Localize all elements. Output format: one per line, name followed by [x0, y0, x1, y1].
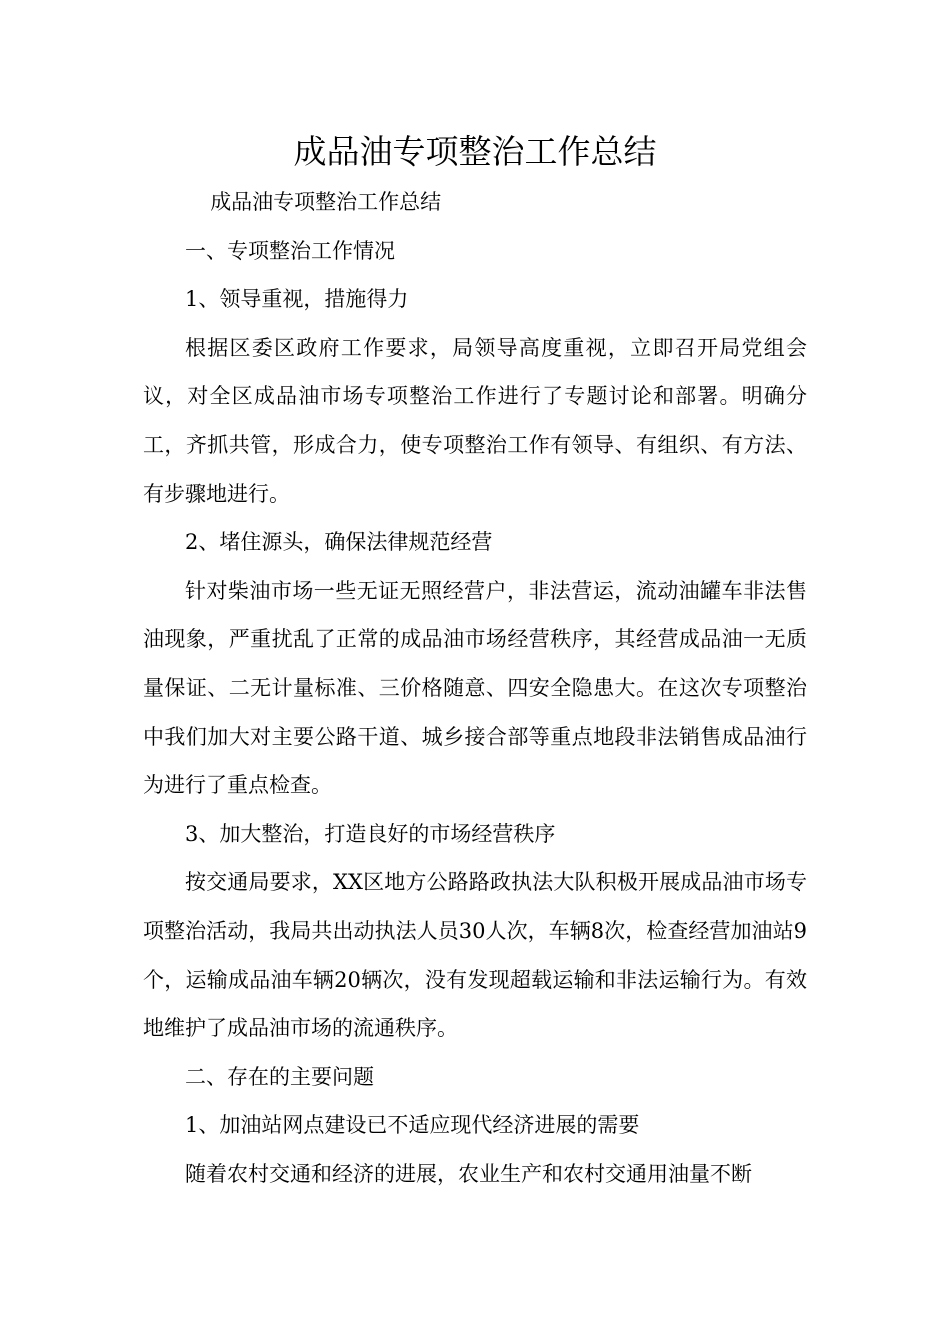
body-paragraph: 随着农村交通和经济的进展，农业生产和农村交通用油量不断 — [185, 1161, 752, 1186]
document-subtitle: 成品油专项整治工作总结 — [210, 190, 442, 214]
subsection-heading: 1、加油站网点建设已不适应现代经济进展的需要 — [185, 1113, 640, 1138]
section-heading: 一、专项整治工作情况 — [185, 238, 395, 263]
subsection-heading: 2、堵住源头，确保法律规范经营 — [185, 530, 493, 555]
section-heading: 二、存在的主要问题 — [185, 1064, 374, 1089]
subsection-heading: 3、加大整治，打造良好的市场经营秩序 — [185, 821, 556, 846]
body-paragraph: 针对柴油市场一些无证无照经营户，非法营运，流动油罐车非法售油现象，严重扰乱了正常的成品油市场经营秩序，其经营成品油一无质量保证、二无计量标准、三价格随意、四安全隐患大。在这次专项整治中我们加大对主要公路干道、城乡接合部等重点地段非法销售成品油行为进行了重点检查。 — [143, 578, 807, 798]
document-body — [143, 178, 807, 1198]
body-paragraph: 根据区委区政府工作要求，局领导高度重视，立即召开局党组会议，对全区成品油市场专项整治工作进行了专题讨论和部署。明确分工，齐抓共管，形成合力，使专项整治工作有领导、有组织、有方法、有步骤地进行。 — [143, 335, 807, 506]
subsection-heading: 1、领导重视，措施得力 — [185, 287, 409, 312]
body-paragraph: 按交通局要求，XX区地方公路路政执法大队积极开展成品油市场专项整治活动，我局共出动执法人员30人次，车辆8次，检查经营加油站9个，运输成品油车辆20辆次，没有发现超载运输和非法运输行为。有效地维护了成品油市场的流通秩序。 — [143, 870, 807, 1041]
document-title: 成品油专项整治工作总结 — [293, 132, 657, 171]
